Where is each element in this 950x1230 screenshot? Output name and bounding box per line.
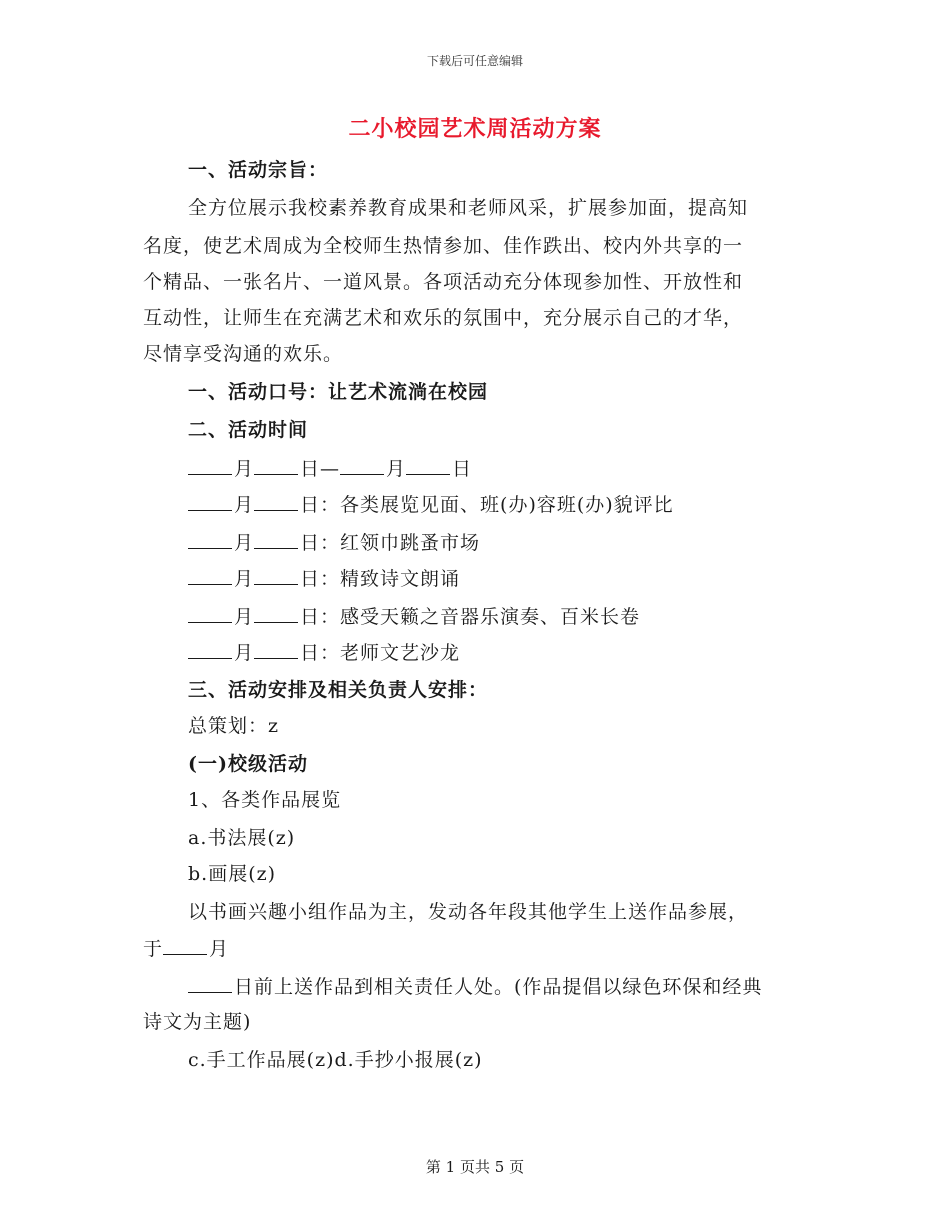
section-heading-slogan: 一、活动口号：让艺术流淌在校园 <box>188 381 489 403</box>
month-label: 月 <box>234 532 255 554</box>
schedule-item <box>188 492 674 517</box>
blank-underline <box>254 640 298 659</box>
blank-underline <box>163 936 207 955</box>
blank-underline <box>188 974 232 993</box>
day-label: 日 <box>300 458 321 480</box>
blank-underline <box>406 456 450 475</box>
purpose-paragraph-line: 个精品、一张名片、一道风景。各项活动充分体现参加性、开放性和 <box>143 271 744 293</box>
month-label: 月 <box>234 606 255 628</box>
day-label: 日 <box>300 532 321 554</box>
day-label: 日 <box>300 606 321 628</box>
schedule-item <box>188 566 460 591</box>
blank-underline <box>254 604 298 623</box>
schedule-item-text: ：各类展览见面、班(办)容班(办)貌评比 <box>320 494 674 516</box>
blank-underline <box>188 604 232 623</box>
section-heading-purpose: 一、活动宗旨： <box>188 159 329 181</box>
blank-underline <box>188 640 232 659</box>
schedule-item <box>188 640 460 665</box>
section-heading-arrangement: 三、活动安排及相关负责人安排： <box>188 679 489 701</box>
submission-paragraph-line: 诗文为主题) <box>143 1011 252 1033</box>
submission-paragraph-line <box>143 936 808 961</box>
blank-underline <box>254 566 298 585</box>
submission-text: 日前上送作品到相关责任人处。(作品提倡以绿色环保和经典 <box>234 976 763 998</box>
subheading-school-level: (一)校级活动 <box>188 753 308 775</box>
blank-underline <box>188 566 232 585</box>
purpose-paragraph-line: 名度，使艺术周成为全校师生热情参加、佳作跌出、校内外共享的一 <box>143 235 744 257</box>
list-item: c.手工作品展(z)d.手抄小报展(z) <box>188 1049 483 1071</box>
range-dash: — <box>320 458 341 480</box>
page-number: 第 1 页共 5 页 <box>425 1158 525 1176</box>
schedule-item-text: ：感受天籁之音器乐演奏、百米长卷 <box>320 606 641 628</box>
blank-underline <box>340 456 384 475</box>
purpose-paragraph-line: 尽情享受沟通的欢乐。 <box>143 343 344 365</box>
purpose-paragraph-line: 互动性，让师生在充满艺术和欢乐的氛围中，充分展示自己的才华， <box>143 307 744 329</box>
schedule-item-text: ：老师文艺沙龙 <box>320 642 461 664</box>
schedule-item-text: ：精致诗文朗诵 <box>320 568 461 590</box>
day-label: 日 <box>300 642 321 664</box>
month-label: 月 <box>234 494 255 516</box>
submission-prefix: 于 <box>143 938 164 960</box>
chief-planner: 总策划：z <box>188 715 280 737</box>
day-label: 日 <box>300 494 321 516</box>
day-label: 日 <box>300 568 321 590</box>
schedule-item <box>188 530 480 555</box>
header-note: 下载后可任意编辑 <box>426 54 523 68</box>
blank-underline <box>254 530 298 549</box>
list-item: b.画展(z) <box>188 863 277 885</box>
section-heading-time: 二、活动时间 <box>188 419 309 441</box>
list-item: a.书法展(z) <box>188 827 296 849</box>
time-range-line <box>188 456 472 481</box>
blank-underline <box>188 492 232 511</box>
month-label: 月 <box>234 458 255 480</box>
month-label: 月 <box>209 938 230 960</box>
schedule-item-text: ：红领巾跳蚤市场 <box>320 532 481 554</box>
exhibition-title: 1、各类作品展览 <box>188 789 342 811</box>
blank-underline <box>188 530 232 549</box>
month-label: 月 <box>386 458 407 480</box>
submission-paragraph-line <box>188 974 762 999</box>
blank-underline <box>254 456 298 475</box>
purpose-paragraph-line: 全方位展示我校素养教育成果和老师风采，扩展参加面，提高知 <box>188 197 749 219</box>
month-label: 月 <box>234 642 255 664</box>
day-label: 日 <box>452 458 473 480</box>
blank-underline <box>254 492 298 511</box>
blank-underline <box>188 456 232 475</box>
schedule-item <box>188 604 640 629</box>
submission-paragraph-line: 以书画兴趣小组作品为主，发动各年段其他学生上送作品参展， <box>188 901 749 923</box>
month-label: 月 <box>234 568 255 590</box>
document-title: 二小校园艺术周活动方案 <box>348 116 602 142</box>
